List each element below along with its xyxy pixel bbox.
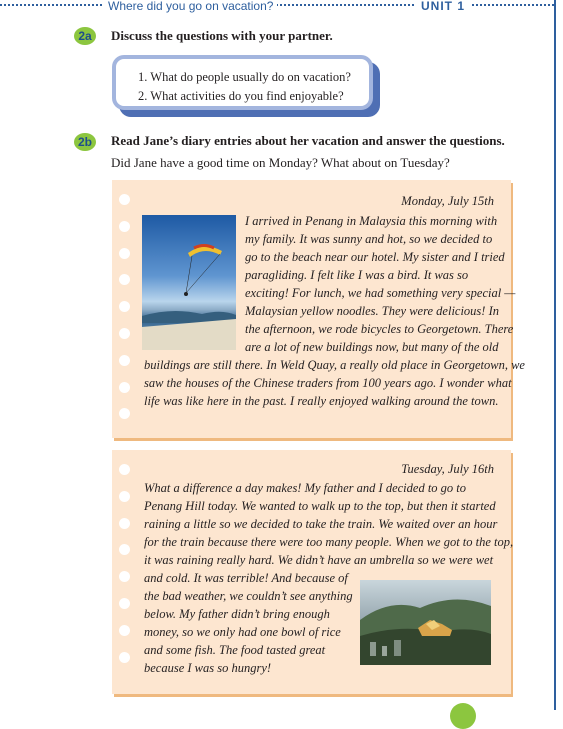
binder-holes bbox=[119, 464, 130, 678]
diary-line: saw the houses of the Chinese traders from 100 years ago. I wonder what bbox=[144, 376, 512, 390]
discussion-question: 1. What do people usually do on vacation? bbox=[138, 70, 351, 84]
decorative-circle bbox=[450, 703, 476, 729]
diary-line: exciting! For lunch, we had something very special — bbox=[245, 286, 516, 300]
diary-line: my family. It was sunny and hot, so we decided to bbox=[245, 232, 493, 246]
diary-line: I arrived in Penang in Malaysia this morning with bbox=[245, 214, 498, 228]
diary-line: below. My father didn’t bring enough bbox=[144, 607, 330, 621]
diary-line: buildings are still there. In Weld Quay, a really old place in Georgetown, we bbox=[144, 358, 525, 372]
diary-line: because I was so hungry! bbox=[144, 661, 272, 675]
instruction-2b: Read Jane’s diary entries about her vacation and answer the questions. bbox=[111, 133, 505, 148]
header-rule bbox=[0, 0, 554, 13]
discussion-questions-box bbox=[112, 55, 373, 110]
diary-line: Malaysian yellow noodles. They were delicious! In bbox=[245, 304, 499, 318]
diary-line: the afternoon, we rode bicycles to Georgetown. There bbox=[245, 322, 514, 336]
exercise-badge-2b: 2b bbox=[74, 133, 96, 151]
diary-line: and cold. It was terrible! And because of bbox=[144, 571, 348, 585]
diary-line: are a lot of new buildings now, but many of the old bbox=[245, 340, 499, 354]
diary-line: life was like here in the past. I really enjoyed walking around the town. bbox=[144, 394, 499, 408]
diary-line: paragliding. I felt like I was a bird. It was so bbox=[245, 268, 469, 282]
paragliding-beach-photo bbox=[142, 215, 236, 350]
page-header-title: Where did you go on vacation? bbox=[104, 0, 277, 13]
discussion-question: 2. What activities do you find enjoyable? bbox=[138, 89, 344, 103]
diary-line: it was raining really hard. We didn’t have an umbrella so we were wet bbox=[144, 553, 494, 567]
binder-holes bbox=[119, 194, 130, 435]
diary-date: Monday, July 15th bbox=[401, 194, 494, 208]
diary-line: for the train because there were too many people. When we got to the top, bbox=[144, 535, 514, 549]
right-border-rule bbox=[554, 0, 556, 710]
penang-hill-photo bbox=[360, 580, 491, 665]
diary-line: and some fish. The food tasted great bbox=[144, 643, 326, 657]
diary-line: go to the beach near our hotel. My sister and I tried bbox=[245, 250, 505, 264]
diary-date: Tuesday, July 16th bbox=[401, 462, 494, 476]
instruction-2a: Discuss the questions with your partner. bbox=[111, 28, 333, 43]
diary-line: money, so we only had one bowl of rice bbox=[144, 625, 341, 639]
unit-label: UNIT 1 bbox=[416, 0, 470, 13]
diary-line: Penang Hill today. We wanted to walk up to the top, but then it started bbox=[144, 499, 496, 513]
diary-line: What a difference a day makes! My father and I decided to go to bbox=[144, 481, 467, 495]
exercise-badge-2a: 2a bbox=[74, 27, 96, 45]
reading-question: Did Jane have a good time on Monday? What about on Tuesday? bbox=[111, 155, 450, 170]
diary-line: the bad weather, we couldn’t see anything bbox=[144, 589, 353, 603]
diary-line: raining a little so we decided to take the train. We waited over an hour bbox=[144, 517, 498, 531]
